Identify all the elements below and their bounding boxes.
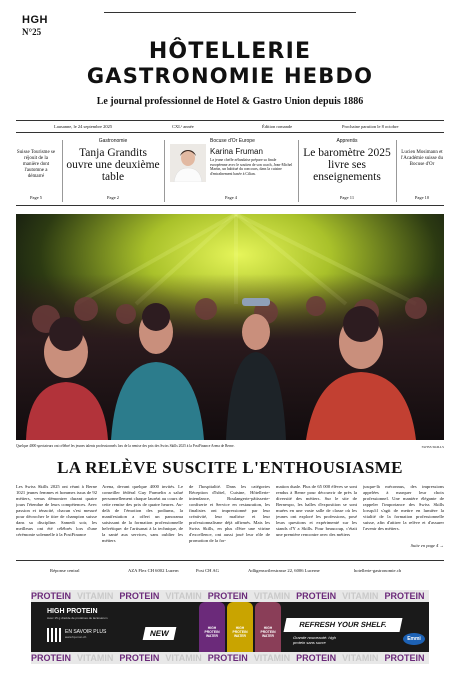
chef-portrait-image bbox=[170, 144, 206, 182]
advertisement-banner[interactable] bbox=[31, 590, 429, 664]
top-rule bbox=[104, 12, 356, 13]
footer-rule bbox=[16, 560, 444, 561]
lead-headline: LA RELÈVE SUSCITE L'ENTHOUSIASME bbox=[57, 458, 403, 477]
teaser-kicker: Gastronomie bbox=[98, 138, 128, 144]
photo-caption: Quelque 4000 spectateurs ont célébré les jeunes talents professionnels lors de la remise des prix des Swiss Skills 2025 à la PostFinance Arena de Berne. bbox=[16, 444, 235, 448]
audience-photo-image bbox=[16, 214, 444, 440]
teaser-divider bbox=[62, 140, 63, 202]
masthead-line-1: HÔTELLERIE bbox=[148, 39, 312, 64]
ad-top-strip: PROTEIN VITAMIN PROTEIN VITAMIN PROTEIN VITAMIN PROTEIN VITAMIN PROTEIN bbox=[31, 590, 429, 602]
chef-portrait bbox=[170, 144, 206, 182]
teaser-mosimann[interactable] bbox=[400, 138, 444, 200]
bottle-icon: HIGH PROTEIN WATER bbox=[227, 602, 253, 664]
footer-address: Adligenswilerstrasse 22, 6006 Lucerne bbox=[248, 568, 320, 573]
teaser-text: Suisse Tourisme se réjouit de la manière dont l'automne a démarré bbox=[16, 150, 56, 179]
bottle-icon: HIGH PROTEIN WATER bbox=[199, 602, 225, 664]
article-column-2: Arena, devant quelque 4000 invités. Le conseiller fédéral Guy Parmelin a salué personnellement chaque lauréat au cours de cette remise des prix de quatre heures. Au-delà de l'émotion des podiums, la manifestation a offert un panorama saisissant de la formation professionnelle helvétique: de l'artisanat à la technique, de la santé aux services, sans oublier les métiers bbox=[102, 484, 183, 543]
teaser-text: Lucien Mosimann et l'Académie suisse du Bocuse d'Or bbox=[400, 150, 443, 167]
ad-slogan: REFRESH YOUR SHELF. bbox=[284, 618, 403, 632]
place-date: Lausanne, le 24 septembre 2025 bbox=[54, 124, 113, 129]
teaser-headline: Tanja Grandits ouvre une deuxième table bbox=[66, 147, 160, 183]
emmi-logo-icon: Emmi bbox=[403, 633, 425, 645]
teaser-rule bbox=[16, 205, 444, 206]
teaser-page: Page 10 bbox=[414, 195, 430, 200]
tagline: Le journal professionnel de Hotel & Gastro Union depuis 1886 bbox=[96, 96, 364, 107]
qr-code-icon[interactable] bbox=[47, 628, 61, 642]
footer-response: Réponse central bbox=[50, 568, 80, 573]
header-rule bbox=[16, 120, 444, 121]
teaser-divider bbox=[298, 140, 299, 202]
ad-product-sub: Avec 15 g d'acide de protéines de lactosérum bbox=[47, 616, 108, 620]
teaser-kicker: Apprentis bbox=[336, 138, 358, 144]
bottle-icon: HIGH PROTEIN WATER bbox=[255, 602, 281, 664]
teaser-page: Page 4 bbox=[224, 195, 238, 200]
teaser-kicker: Bocuse d'Or Europe bbox=[210, 138, 255, 144]
teaser-page: Page 2 bbox=[106, 195, 120, 200]
article-column-4: mation duale. Plus de 65 000 élèves se sont rendus à Berne pour découvrir de près la diversité des métiers. Sur le site de Bernexpo, les halles d'exposition se sont muées en une vaste salle de classe où les jeunes ont exploré les professions, posé leurs questions et expérimenté sur les stands d'Y a Skills. Pour beaucoup, c'était une première rencontre avec des métiers bbox=[276, 484, 357, 537]
ad-url: www.hp-mon.ch bbox=[65, 635, 87, 639]
teaser-tourism[interactable] bbox=[16, 138, 56, 200]
info-rule bbox=[16, 132, 444, 133]
volume-year: CXLᵉ année bbox=[172, 124, 194, 129]
article-column-1: Les Swiss Skills 2025 ont réuni à Berne 1021 jeunes femmes et hommes issus de 92 métiers, venus démontrer durant quatre jours l'étendue de leurs compétences. Avec passion et ténacité, chacun s'est mesuré pour décrocher le titre de champion suisse dans sa discipline. Samedi soir, les meilleurs ont été célébrés lors d'une cérémonie solennelle à la PostFinance bbox=[16, 484, 97, 537]
teaser-page: Page 11 bbox=[339, 195, 355, 200]
ad-tagline: Grande nouveauté: high protein sans sucre bbox=[293, 635, 336, 645]
footer-post: Post CH AG bbox=[196, 568, 219, 573]
ad-learn-more[interactable]: EN SAVOIR PLUS www.hp-mon.ch bbox=[65, 629, 107, 639]
issue-number bbox=[22, 14, 48, 38]
teaser-headline: Le baromètre 2025 livre ses enseignements bbox=[303, 147, 391, 183]
teaser-grandits[interactable] bbox=[66, 138, 160, 200]
teaser-divider bbox=[164, 140, 165, 202]
article-column-5: jusque-là méconnus, des impressions appelées à marquer leur choix professionnel. Une manière élégante de rappeler l'importance des Swiss Skills lorsqu'il s'agit de mettre en lumière la vitalité de la formation professionnelle suisse, afin d'attirer la relève et d'assurer l'avenir des métiers. bbox=[363, 484, 444, 531]
issue-code: HGH bbox=[22, 14, 48, 26]
footer-website[interactable]: hotellerie-gastronomie.ch bbox=[354, 568, 402, 573]
article-column-3: de l'hospitalité. Dans les catégories Réception d'hôtel, Cuisine, Hôtellerie-intendance, Boulangerie-pâtisserie-confiserie et Service en restauration, les finalistes ont impressionné par leur créativité, leur maîtrise et leur professionnalisme déjà affirmés. Mais les Swiss Skills, en plus d'être une vitrine d'excellence, ont aussi joué leur rôle de promotion de la for- bbox=[189, 484, 270, 543]
ad-new-badge: NEW bbox=[143, 627, 176, 640]
teaser-page: Page 5 bbox=[29, 195, 43, 200]
continued-link[interactable]: Suite en page 4 → bbox=[410, 543, 444, 548]
next-issue: Prochaine parution le 8 octobre bbox=[342, 124, 399, 129]
teaser-barometre[interactable] bbox=[302, 138, 392, 200]
footer-aza: AZA Flex CH 6002 Luzern bbox=[128, 568, 179, 573]
teaser-fruman[interactable] bbox=[168, 138, 294, 200]
teaser-divider bbox=[396, 140, 397, 202]
ad-product-name: HIGH PROTEIN Avec 15 g d'acide de protéines de lactosérum bbox=[47, 608, 108, 620]
masthead-line-2: GASTRONOMIE HEBDO bbox=[86, 64, 374, 88]
issue-no: N°25 bbox=[22, 27, 42, 37]
teaser-headline: Karina Fruman bbox=[210, 147, 263, 156]
main-photo bbox=[16, 214, 444, 440]
masthead bbox=[0, 40, 460, 88]
photo-credit: SWISS SKILLS bbox=[421, 445, 444, 449]
ad-bottom-strip: PROTEIN VITAMIN PROTEIN VITAMIN PROTEIN VITAMIN PROTEIN VITAMIN PROTEIN bbox=[31, 652, 429, 664]
edition: Édition romande bbox=[262, 124, 293, 129]
teaser-text: La jeune cheffe zélandaise prépare sa finale européenne avec le soutien de son coach, Jean-Michel Martin, un habitué du concours, dans la cuisine d'entraînement basée à Cilian. bbox=[210, 158, 293, 176]
